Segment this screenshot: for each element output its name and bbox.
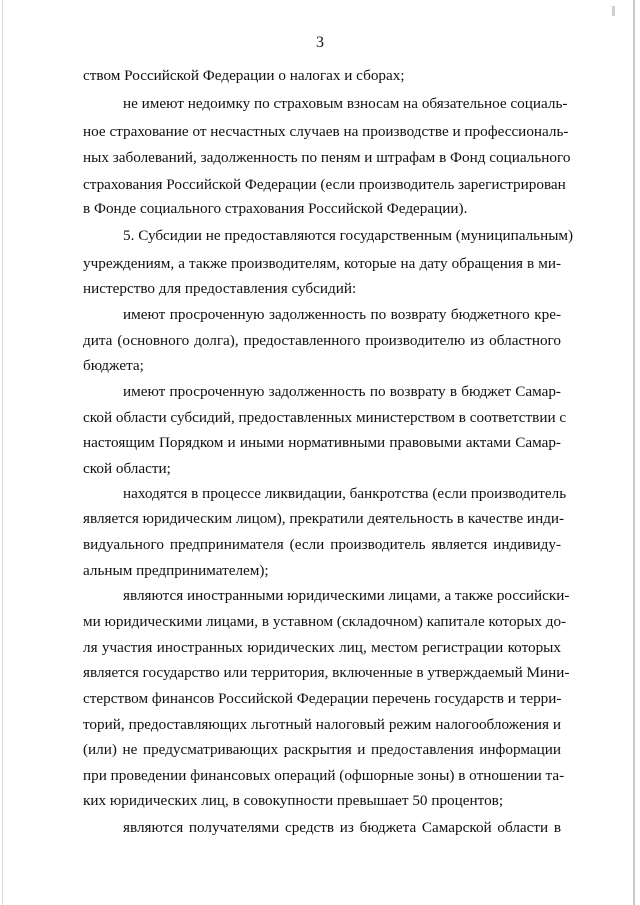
text-line: настоящим Порядком и иными нормативными правовыми актами Самар- xyxy=(83,434,561,451)
text-line: ми юридическими лицами, в уставном (складочном) капитале которых до- xyxy=(83,613,567,630)
scan-right-edge xyxy=(633,0,635,905)
text-line: (или) не предусматривающих раскрытия и предоставления информации xyxy=(83,741,561,758)
text-line: 5. Субсидии не предоставляются государственным (муниципальным) xyxy=(123,227,574,244)
text-line: находятся в процессе ликвидации, банкротства (если производитель xyxy=(123,485,567,502)
text-line: ное страхование от несчастных случаев на производстве и профессиональ- xyxy=(83,123,569,140)
text-line: имеют просроченную задолженность по возврату бюджетного кре- xyxy=(123,306,561,323)
text-line: видуального предпринимателя (если производитель является индивиду- xyxy=(83,536,561,553)
text-line: альным предпринимателем); xyxy=(83,562,269,579)
text-line: нистерство для предоставления субсидий: xyxy=(83,280,357,297)
text-line: является государство или территория, включенные в утверждаемый Мини- xyxy=(83,664,570,681)
text-line: ской области; xyxy=(83,460,171,477)
text-line: ких юридических лиц, в совокупности превышает 50 процентов; xyxy=(83,792,504,809)
text-line: ля участия иностранных юридических лиц, местом регистрации которых xyxy=(83,639,561,656)
text-line: являются иностранными юридическими лицами, а также российски- xyxy=(123,587,570,604)
scan-mark xyxy=(612,6,615,16)
text-line: не имеют недоимку по страховым взносам на обязательное социаль- xyxy=(123,95,568,112)
text-line: в Фонде социального страхования Российской Федерации). xyxy=(83,200,468,217)
text-line: имеют просроченную задолженность по возврату в бюджет Самар- xyxy=(123,383,561,400)
text-line: торий, предоставляющих льготный налоговый режим налогообложения и xyxy=(83,716,561,733)
text-line: при проведении финансовых операций (офшорные зоны) в отношении та- xyxy=(83,767,565,784)
scan-left-edge xyxy=(2,0,3,905)
text-line: ством Российской Федерации о налогах и сборах; xyxy=(83,67,405,84)
text-line: стерством финансов Российской Федерации перечень государств и терри- xyxy=(83,690,562,707)
text-line: является юридическим лицом), прекратили деятельность в качестве инди- xyxy=(83,510,565,527)
text-line: учреждениям, а также производителям, которые на дату обращения в ми- xyxy=(83,255,561,272)
text-line: являются получателями средств из бюджета Самарской области в xyxy=(123,819,561,836)
page-number: 3 xyxy=(316,34,324,51)
text-line: дита (основного долга), предоставленного производителю из областного xyxy=(83,332,561,349)
text-line: ных заболеваний, задолженность по пеням и штрафам в Фонд социального xyxy=(83,149,571,166)
text-line: бюджета; xyxy=(83,357,144,374)
text-line: страхования Российской Федерации (если производитель зарегистрирован xyxy=(83,176,566,193)
text-line: ской области субсидий, предоставленных министерством в соответствии с xyxy=(83,409,567,426)
